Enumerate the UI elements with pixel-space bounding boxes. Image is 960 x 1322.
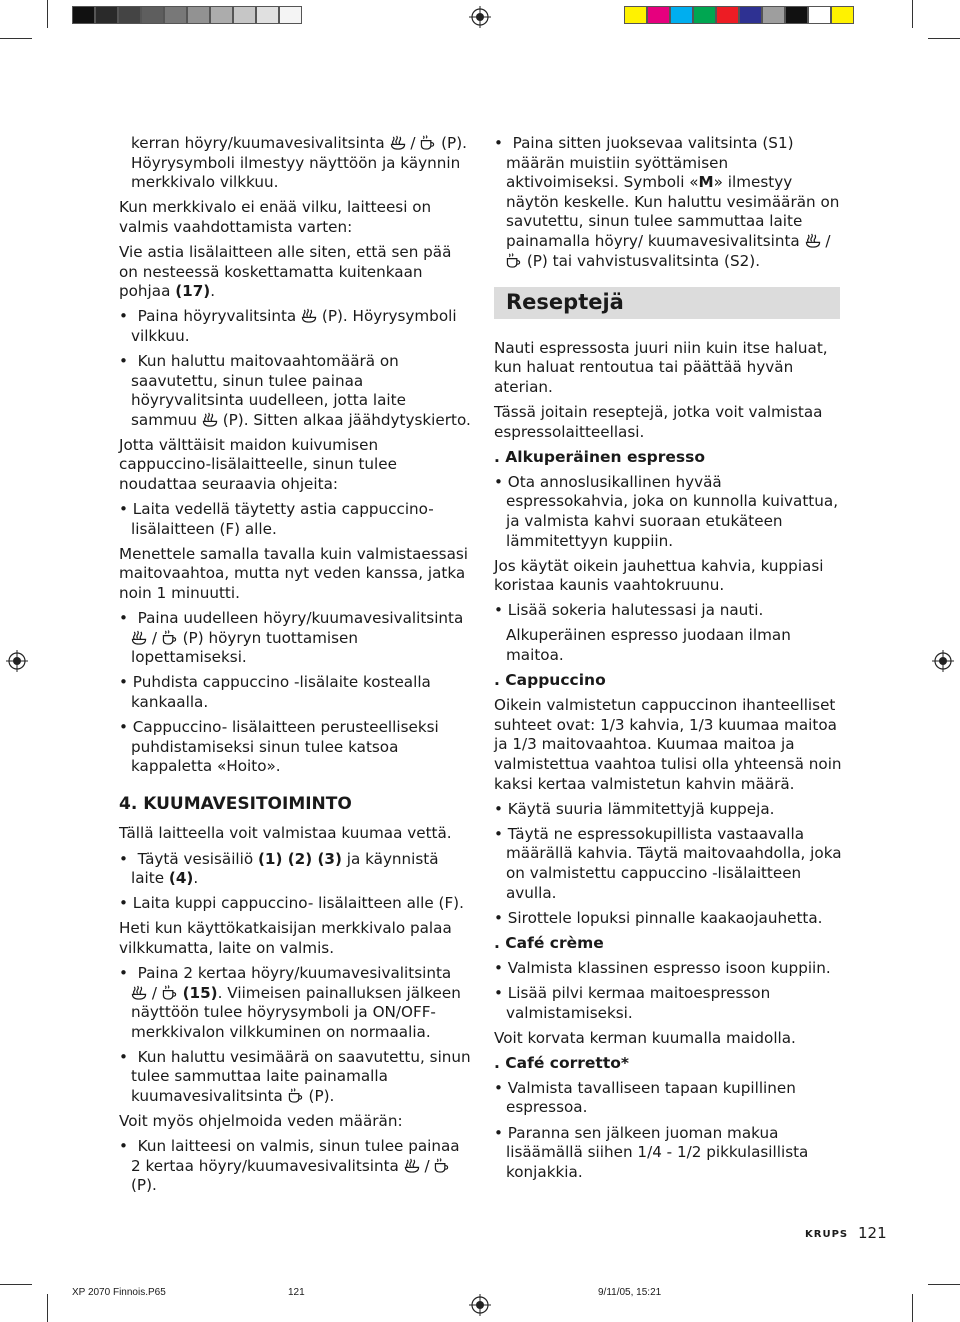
crop-mark [928,1284,960,1285]
steam-icon [131,985,147,1000]
slug-filename: XP 2070 Finnois.P65 [72,1287,166,1298]
recipe-heading: . Café crème [494,933,604,952]
brand-logo: KRUPS [805,1229,849,1240]
color-swatch [624,6,647,24]
list-item: • Kun haluttu maitovaahtomäärä on saavutettu, sinun tulee painaa höyryvalitsinta uudelleen, jotta laite sammuu (P). Sitten alkaa jäähdytyskierto. [119,352,471,430]
hot-water-icon [434,1158,450,1173]
color-swatch [647,6,670,24]
color-swatch [164,6,187,24]
list-item: • Laita kuppi cappuccino- lisälaitteen alle (F). [119,894,471,914]
hot-water-icon [162,630,178,645]
color-swatch [670,6,693,24]
paragraph: Jotta välttäisit maidon kuivumisen cappuccino-lisälaitteelle, sinun tulee noudattaa seuraavia ohjeita: [119,435,397,493]
color-swatch [279,6,302,24]
steam-icon [390,135,406,150]
paragraph: Tällä laitteella voit valmistaa kuumaa vettä. [119,824,452,843]
grayscale-calibration-bar [72,6,302,24]
paragraph: Kun merkkivalo ei enää vilku, laitteesi on valmis vaahdottamista varten: [119,198,432,236]
section-heading: 4. KUUMAVESITOIMINTO [119,793,352,814]
hot-water-icon [420,135,436,150]
list-item: • Täytä ne espressokupillista vastaavalla määrällä kahvia. Täytä maitovaahdolla, joka on valmistettu cappuccino -lisälaitteen avulla. [494,825,844,903]
steam-icon [404,1158,420,1173]
color-swatch [256,6,279,24]
left-column [119,134,471,1202]
list-item: • Lisää pilvi kermaa maitoespresson valmistamiseksi. [494,984,844,1023]
paragraph: Menettele samalla tavalla kuin valmistaessasi maitovaahtoa, mutta nyt veden kanssa, jatka noin 1 minuutti. [119,544,469,602]
color-swatch [95,6,118,24]
hot-water-icon [288,1088,304,1103]
steam-icon [301,308,317,323]
registration-mark-icon [6,650,28,672]
paragraph: Vie astia lisälaitteen alle siten, että sen pää on nesteessä koskettamatta kuitenkaan pohjaa (17). [119,242,452,301]
color-swatch [716,6,739,24]
hot-water-icon [162,985,178,1000]
slug-date: 9/11/05, 15:21 [598,1287,662,1298]
color-swatch [739,6,762,24]
list-item: • Kun laitteesi on valmis, sinun tulee painaa 2 kertaa höyry/kuumavesivalitsinta / (P). [119,1137,471,1196]
list-item: • Cappuccino- lisälaitteen perusteelliseksi puhdistamiseksi sinun tulee katsoa kappaletta «Hoito». [119,718,471,777]
recipe-heading: . Café corretto* [494,1053,629,1072]
list-item: • Täytä vesisäiliö (1) (2) (3) ja käynnistä laite (4). [119,850,471,889]
paragraph: Alkuperäinen espresso juodaan ilman maitoa. [506,626,791,665]
list-item: • Lisää sokeria halutessasi ja nauti. [494,601,844,621]
crop-mark [47,1294,48,1322]
color-calibration-bar [624,6,854,24]
crop-mark [912,1294,913,1322]
color-swatch [141,6,164,24]
registration-mark-icon [469,1294,491,1316]
recipe-heading: . Alkuperäinen espresso [494,447,706,466]
paragraph: Oikein valmistetun cappuccinon ihanteelliset suhteet ovat: 1/3 kahvia, 1/3 kuumaa maitoa ja 1/3 maitovaahtoa. Kuumaa maitoa ja valmistettua vaahtoa tulisi olla yhteensä noin kaksi kertaa valmistetun kahvin määrä. [494,696,842,793]
list-item: • Ota annoslusikallinen hyvää espressokahvia, joka on kunnolla kuivattua, ja valmista kahvi suoraan etukäteen lämmitettyyn kuppiin. [494,473,844,551]
crop-mark [912,0,913,28]
list-item: • Paina sitten juoksevaa valitsinta (S1) määrän muistiin syöttämisen aktivoimiseksi. Symboli «M» ilmestyy näytön keskelle. Kun haluttu vesimäärän on savutettu, sinun tulee sammuttaa laite painamalla höyry/ kuumavesivalitsinta / (P) tai vahvistusvalitsinta (S2). [494,134,844,271]
crop-mark [0,1284,32,1285]
list-item: • Kun haluttu vesimäärä on saavutettu, sinun tulee sammuttaa laite painamalla kuumavesivalitsinta (P). [119,1048,471,1107]
list-item: • Valmista klassinen espresso isoon kuppiin. [494,959,844,979]
registration-mark-icon [469,6,491,28]
list-item: • Paina 2 kertaa höyry/kuumavesivalitsinta / (15). Viimeisen painalluksen jälkeen näyttöön tulee höyrysymboli ja ON/OFF-merkkivalon vilkkuminen on normaalia. [119,964,471,1042]
list-item: • Paranna sen jälkeen juoman makua lisäämällä siihen 1/4 - 1/2 pikkulasillista konjakkia. [494,1124,844,1183]
paragraph: kerran höyry/kuumavesivalitsinta / (P). Höyrysymboli ilmestyy näyttöön ja käynnin merkkivalo vilkkuu. [131,134,467,192]
registration-mark-icon [932,650,954,672]
color-swatch [693,6,716,24]
slug-page: 121 [288,1287,305,1298]
section-banner: Reseptejä [494,287,840,319]
crop-mark [47,0,48,28]
right-column [494,134,844,1188]
crop-mark [928,38,960,39]
crop-mark [0,38,32,39]
steam-icon [131,630,147,645]
color-swatch [72,6,95,24]
paragraph: Voit myös ohjelmoida veden määrän: [119,1112,403,1131]
list-item: • Sirottele lopuksi pinnalle kaakaojauhetta. [494,909,844,929]
list-item: • Paina uudelleen höyry/kuumavesivalitsinta / (P) höyryn tuottamisen lopettamiseksi. [119,609,471,668]
color-swatch [808,6,831,24]
list-item: • Valmista tavalliseen tapaan kupillinen espressoa. [494,1079,844,1118]
list-item: • Laita vedellä täytetty astia cappuccino-lisälaitteen (F) alle. [119,500,471,539]
paragraph: Nauti espressosta juuri niin kuin itse haluat, kun haluat rentoutua tai päättää hyvän aterian. [494,338,828,396]
color-swatch [118,6,141,24]
hot-water-icon [506,253,522,268]
color-swatch [831,6,854,24]
recipe-heading: . Cappuccino [494,671,606,690]
paragraph: Voit korvata kerman kuumalla maidolla. [494,1028,796,1047]
steam-icon [202,412,218,427]
color-swatch [233,6,256,24]
color-swatch [187,6,210,24]
color-swatch [785,6,808,24]
paragraph: Tässä joitain reseptejä, jotka voit valmistaa espressolaitteellasi. [494,403,823,441]
color-swatch [210,6,233,24]
page-number: 121 [858,1224,887,1242]
paragraph: Heti kun käyttökatkaisijan merkkivalo palaa vilkkumatta, laite on valmis. [119,919,452,957]
list-item: • Käytä suuria lämmitettyjä kuppeja. [494,800,844,820]
steam-icon [805,233,821,248]
list-item: • Paina höyryvalitsinta (P). Höyrysymboli vilkkuu. [119,307,471,346]
paragraph: Jos käytät oikein jauhettua kahvia, kuppiasi koristaa kaunis vaahtokruunu. [494,556,824,595]
list-item: • Puhdista cappuccino -lisälaite kostealla kankaalla. [119,673,471,712]
color-swatch [762,6,785,24]
